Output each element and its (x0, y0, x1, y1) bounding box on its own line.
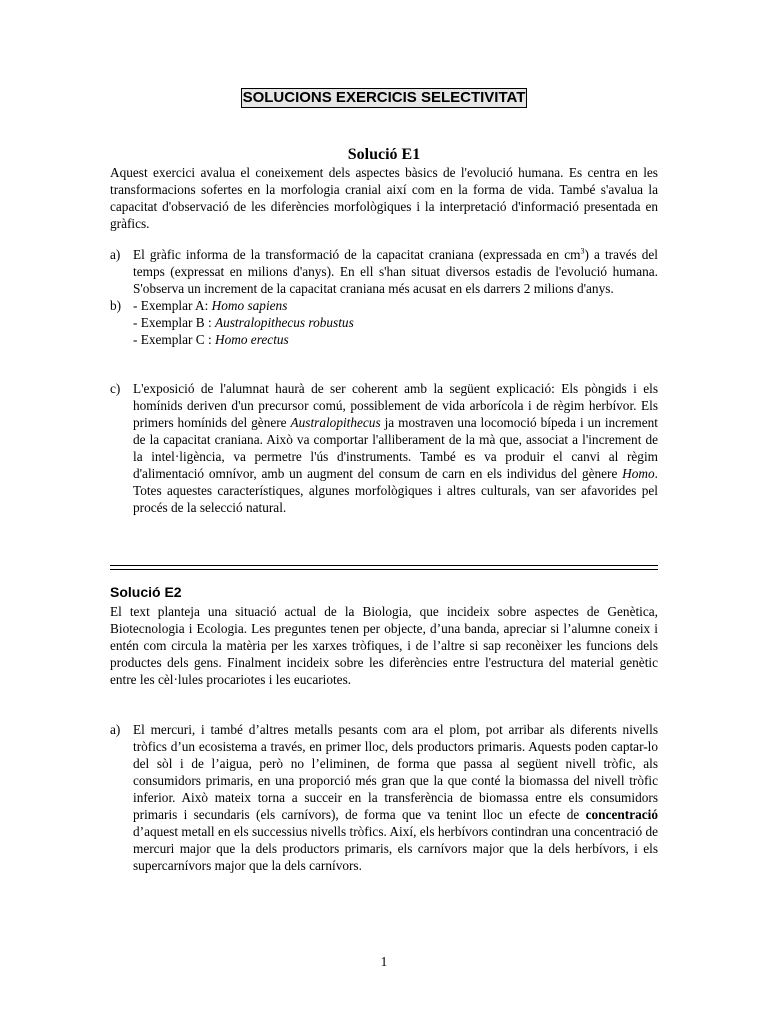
list-item-b (110, 297, 658, 348)
answer-text: L'exposició de l'alumnat haurà de ser coherent amb la següent explicació: Els pòngids i els homínids deriven d'un precursor comú, possiblement de vida arborícola i de règim herbívor. Els primers homínids del gènere (133, 381, 658, 430)
genus-name: Australopithecus (290, 415, 381, 430)
answer-text: ) a través del temps (expressat en milions d'anys). En ell s'han situat diversos estadis de l'evolució humana. S'observa un increment de la capacitat craniana més acusat en els darrers 2 milions d'anys. (133, 247, 658, 296)
section-e2-list (110, 721, 658, 874)
section-e2-title: Solució E2 (110, 584, 182, 600)
list-item-a (110, 246, 658, 297)
answer-text: El gràfic informa de la transformació de la capacitat craniana (expressada en cm (133, 247, 581, 262)
list-marker: a) (110, 722, 121, 737)
specimen-species: Australopithecus robustus (214, 315, 354, 330)
specimen-prefix: - Exemplar B : (133, 315, 215, 330)
list-marker: c) (110, 381, 121, 396)
list-item-a (110, 721, 658, 874)
list-marker: b) (110, 298, 122, 313)
specimen-prefix: - Exemplar C : (133, 332, 215, 347)
list-item-c (110, 380, 658, 516)
section-divider (110, 565, 658, 566)
main-title-container (0, 88, 768, 108)
genus-name: Homo (622, 466, 655, 481)
answer-text: ja mostraven una locomoció bípeda i un increment de la capacitat craniana. Això va comportar l'alliberament de la mà que, associat a l'increment de la intel·ligència, va permetre l'ús d'instruments. També es va produir el canvi al règim d'alimentació omnívor, amb un augment del consum de carn en els individus del gènere (133, 415, 658, 481)
section-e2-intro: El text planteja una situació actual de la Biologia, que incideix sobre aspectes de Genètica, Biotecnologia i Ecologia. Les preguntes tenen per objecte, d’una banda, apreciar si l’alumne coneix i entén com circula la matèria per les xarxes tròfiques, i de l’altre si sap reconèixer les funcions dels productes dels gens. Finalment incideix sobre les diferències entre l'estructura del material genètic entre les cèl·lules procariotes i les eucariotes. (110, 604, 658, 687)
list-marker: a) (110, 247, 121, 262)
section-e1-intro: Aquest exercici avalua el coneixement dels aspectes bàsics de l'evolució humana. Es centra en les transformacions sofertes en la morfologia cranial així com en la forma de vida. També s'avalua la capacitat d'observació de les diferències morfològiques i la interpretació d'informació presentada en gràfics. (110, 165, 658, 231)
answer-text: El mercuri, i també d’altres metalls pesants com ara el plom, pot arribar als diferents nivells tròfics d’un ecosistema a través, en primer lloc, dels productors primaris. Aquests poden captar-lo del sòl i de l’aigua, però no l’eliminen, de forma que passa al següent nivell tròfic, als consumidors primaris, en una proporció més gran que la que conté la biomassa del nivell tròfic inferior. Això mateix torna a succeir en la transferència de biomassa entre els consumidors primaris i secundaris (els carnívors), de forma que va tenint lloc un efecte de (133, 722, 658, 822)
section-e1-list-c (110, 380, 658, 516)
answer-text: . Totes aquestes característiques, algunes morfològiques i altres culturals, van ser afavorides pel procés de la selecció natural. (133, 466, 658, 515)
superscript: 3 (580, 246, 585, 256)
answer-text: d’aquest metall en els successius nivells tròfics. Així, els herbívors contindran una concentració de mercuri major que la dels productors primaris, els carnívors major que la dels herbívors, i els supercarnívors major que la dels carnívors. (133, 824, 658, 873)
specimen-species: Homo erectus (214, 332, 289, 347)
emphasis-term: concentració (585, 807, 658, 822)
specimen-species: Homo sapiens (211, 298, 288, 313)
main-title: SOLUCIONS EXERCICIS SELECTIVITAT (242, 89, 526, 106)
section-divider (110, 569, 658, 570)
specimen-line (133, 297, 658, 314)
specimen-line (133, 331, 658, 348)
section-e1-title: Solució E1 (347, 146, 421, 163)
page-number: 1 (380, 954, 388, 969)
section-e1-list-ab (110, 246, 658, 348)
specimen-prefix: - Exemplar A: (133, 298, 212, 313)
specimen-line (133, 314, 658, 331)
